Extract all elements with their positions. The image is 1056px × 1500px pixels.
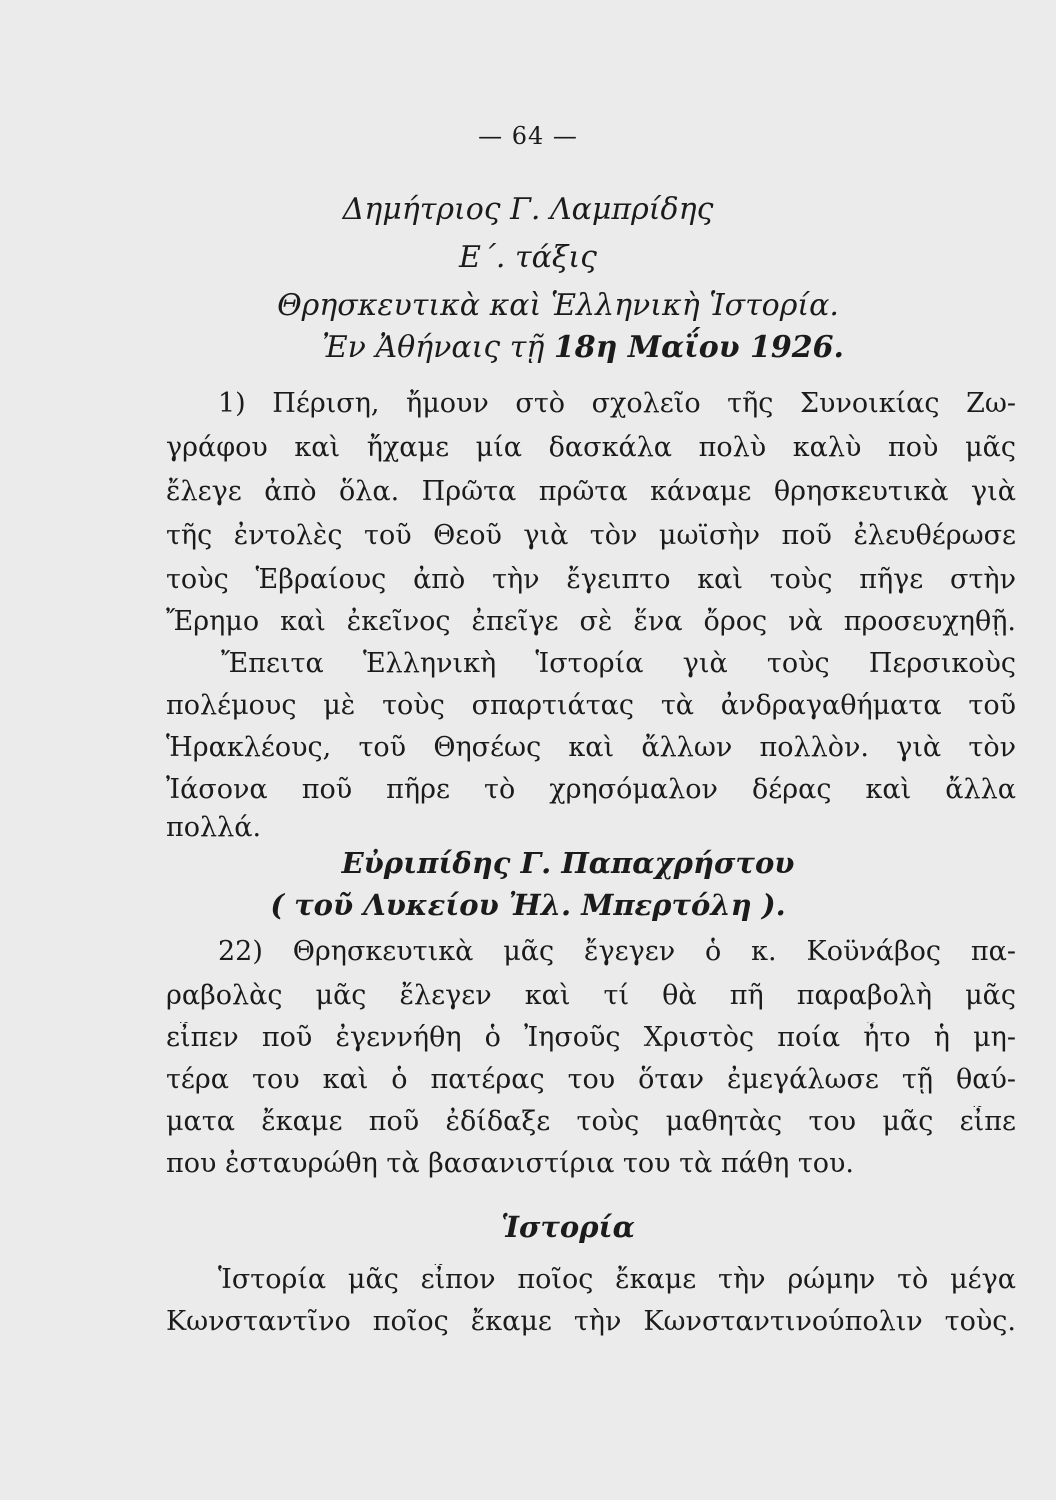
date-line (0, 330, 1056, 365)
essay3-line: Ἱστορία μᾶς εἶπον ποῖος ἔκαμε τὴν ρώμην τὸ μέγα (218, 1264, 1016, 1295)
essay1-line: Ἔπειτα Ἑλληνικὴ Ἱστορία γιὰ τοὺς Περσικοὺς (221, 648, 1016, 679)
essay1-line: τῆς ἐντολὲς τοῦ Θεοῦ γιὰ τὸν μωϊσὴν ποῦ ἐλευθέρωσε (166, 520, 1016, 551)
essay1-line: τοὺς Ἑβραίους ἀπὸ τὴν ἔγειπτο καὶ τοὺς πῆγε στὴν (166, 564, 1016, 595)
essay2-line: ραβολὰς μᾶς ἔλεγεν καὶ τί θὰ πῆ παραβολὴ μᾶς (166, 980, 1016, 1011)
essay2-line: που ἐσταυρώθη τὰ βασανιστίρια του τὰ πάθη του. (166, 1148, 855, 1179)
essay1-line: Ἰάσονα ποῦ πῆρε τὸ χρησόμαλον δέρας καὶ ἄλλα (166, 774, 1016, 805)
student-name: Δημήτριος Γ. Λαμπρίδης (342, 192, 714, 227)
essay1-line: Ἔρημο καὶ ἐκεῖνος ἐπεῖγε σὲ ἕνα ὄρος νὰ προσευχηθῇ. (166, 606, 1016, 637)
essay3-line: Κωνσταντῖνο ποῖος ἔκαμε τὴν Κωνσταντινούπολιν τοὺς. (166, 1306, 1016, 1337)
essay2-line: ματα ἔκαμε ποῦ ἐδίδαξε τοὺς μαθητὰς του μᾶς εἶπε (166, 1106, 1016, 1137)
essay1-line: γράφου καὶ ἤχαμε μία δασκάλα πολὺ καλὺ ποὺ μᾶς (166, 432, 1016, 463)
essay1-line: πολλά. (166, 812, 262, 843)
essay2-line: εἶπεν ποῦ ἐγεννήθη ὁ Ἰησοῦς Χριστὸς ποία ἦτο ἡ μη- (166, 1022, 1016, 1053)
essay1-line: ἔλεγε ἀπὸ ὅλα. Πρῶτα πρῶτα κάναμε θρησκευτικὰ γιὰ (166, 476, 1016, 507)
subject-title: Θρησκευτικὰ καὶ Ἑλληνικὴ Ἱστορία. (277, 288, 839, 323)
essay1-line: 1) Πέριση, ἤμουν στὸ σχολεῖο τῆς Συνοικίας Ζω- (218, 388, 1016, 419)
essay2-line: 22) Θρησκευτικὰ μᾶς ἔγεγεν ὁ κ. Κοϋνάβος πα- (218, 936, 1016, 967)
page-number: — 64 — (478, 122, 578, 150)
author2-school: ( τοῦ Λυκείου Ἠλ. Μπερτόλη ). (270, 888, 786, 922)
author2-name: Εὐριπίδης Γ. Παπαχρήστου (341, 846, 795, 880)
essay2-line: τέρα του καὶ ὁ πατέρας του ὅταν ἐμεγάλωσε τῇ θαύ- (166, 1064, 1016, 1095)
essay1-line: πολέμους μὲ τοὺς σπαρτιάτας τὰ ἀνδραγαθήματα τοῦ (166, 690, 1016, 721)
student-class: Ε΄. τάξις (459, 240, 597, 275)
date-main: 18η Μαΐου 1926. (553, 330, 844, 365)
section-heading: Ἱστορία (501, 1210, 635, 1244)
essay1-line: Ἡρακλέους, τοῦ Θησέως καὶ ἄλλων πολλὸν. γιὰ τὸν (166, 732, 1016, 763)
date-prefix: Ἐν Ἀθήναις τῇ (322, 330, 545, 365)
